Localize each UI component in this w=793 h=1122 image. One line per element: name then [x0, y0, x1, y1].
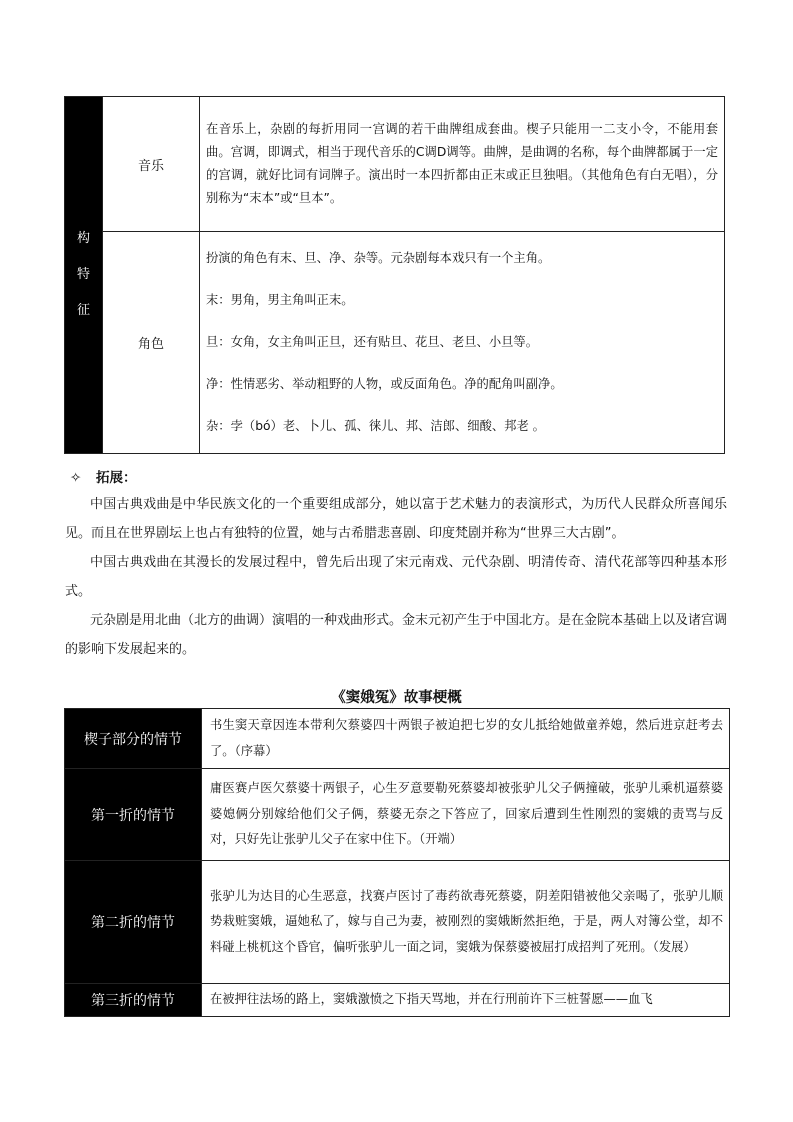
side-char: 特: [76, 267, 90, 282]
paragraph: 末：男角，男主角叫正末。: [206, 292, 354, 307]
table-row: [65, 709, 730, 769]
extension-heading: [70, 466, 137, 486]
extension-heading-text: 拓展：: [96, 470, 137, 486]
paragraph: 元杂剧是用北曲（北方的曲调）演唱的一种戏曲形式。金末元初产生于中国北方。是在金院本基础上以及诸宫调的影响下发展起来的。: [65, 613, 728, 657]
paragraph: 中国古典戏曲在其漫长的发展过程中，曾先后出现了宋元南戏、元代杂剧、明清传奇、清代花部等四种基本形式。: [65, 555, 727, 599]
star-icon: ✧: [70, 470, 82, 486]
table-row: [65, 232, 725, 454]
row-label-music: 音乐: [103, 97, 200, 232]
row-label: 第二折的情节: [65, 861, 202, 984]
row-label: 第三折的情节: [65, 984, 202, 1017]
table-row: [65, 984, 730, 1017]
row-body-music: [200, 97, 725, 232]
extension-body: [65, 490, 727, 664]
paragraph: 扮演的角色有末、旦、净、杂等。元杂剧每本戏只有一个主角。: [206, 250, 551, 265]
story-table-title: 《窦娥冤》故事梗概: [331, 690, 462, 706]
section-side-label: [65, 97, 103, 454]
paragraph: 在音乐上，杂剧的每折用同一宫调的若干曲牌组成套曲。楔子只能用一二支小令，不能用套曲。宫调，即调式，相当于现代音乐的C调D调等。曲牌，是曲调的名称，每个曲牌都属于一定的宫调，就好比词有词牌子。演出时一本四折都由正末或正旦独唱。（其他角色有白无唱），分别称为“末本”或“旦本”。: [206, 121, 718, 205]
story-summary-table: [64, 708, 730, 1017]
paragraph: 净：性情恶劣、举动粗野的人物，或反面角色。净的配角叫副净。: [206, 376, 563, 391]
structure-features-table: [64, 96, 725, 454]
table-row: [65, 861, 730, 984]
row-body-role: [200, 232, 725, 454]
row-label: 楔子部分的情节: [65, 709, 202, 769]
row-text: 庸医赛卢医欠蔡婆十两银子，心生歹意要勒死蔡婆却被张驴儿父子俩撞破，张驴儿乘机逼蔡婆婆媳俩分别嫁给他们父子俩，蔡婆无奈之下答应了，回家后遭到生性刚烈的窦娥的责骂与反对，只好先让张驴儿父子在家中住下。（开端）: [202, 769, 730, 861]
row-label: 第一折的情节: [65, 769, 202, 861]
table-row: [65, 97, 725, 232]
row-text: 在被押往法场的路上，窦娥激愤之下指天骂地，并在行刑前许下三桩誓愿——血飞: [202, 984, 730, 1017]
paragraph: 旦：女角，女主角叫正旦，还有贴旦、花旦、老旦、小旦等。: [206, 334, 539, 349]
paragraph: 杂：孛（bó）老、卜儿、孤、徕儿、邦、洁郎、细酸、邦老 。: [206, 418, 545, 433]
row-label-role: 角色: [103, 232, 200, 454]
side-char: 征: [76, 303, 90, 318]
row-text: 张驴儿为达目的心生恶意，找赛卢医讨了毒药欲毒死蔡婆，阴差阳错被他父亲喝了，张驴儿顺势栽赃窦娥，逼她私了，嫁与自己为妻，被刚烈的窦娥断然拒绝，于是，两人对簿公堂，却不料碰上桃杌这个昏官，偏听张驴儿一面之词，窦娥为保蔡婆被屈打成招判了死刑。（发展）: [202, 861, 730, 984]
table-row: [65, 769, 730, 861]
paragraph: 中国古典戏曲是中华民族文化的一个重要组成部分，她以富于艺术魅力的表演形式，为历代人民群众所喜闻乐见。而且在世界剧坛上也占有独特的位置，她与古希腊悲喜剧、印度梵剧并称为“世界三大古剧”。: [65, 497, 727, 541]
row-text: 书生窦天章因连本带利欠蔡婆四十两银子被迫把七岁的女儿抵给她做童养媳，然后进京赶考去了。（序幕）: [202, 709, 730, 769]
side-char: 构: [76, 231, 90, 246]
